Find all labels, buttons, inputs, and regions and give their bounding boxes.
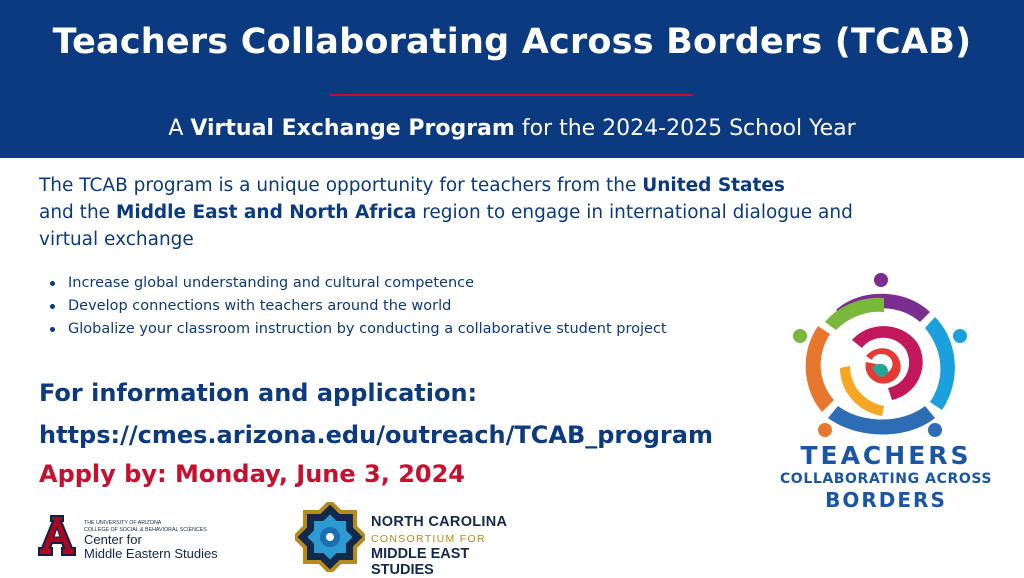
intro-paragraph (39, 172, 859, 253)
tcab-word-2: COLLABORATING ACROSS (779, 471, 993, 487)
info-url-link[interactable]: https://cmes.arizona.edu/outreach/TCAB_program (39, 421, 713, 449)
info-block (39, 372, 713, 456)
tcab-word-3: BORDERS (825, 488, 947, 512)
intro-bold-1: United States (642, 175, 785, 196)
nc-line-3: MIDDLE EAST STUDIES (371, 546, 470, 578)
university-of-arizona-logo (38, 514, 298, 564)
list-item: Globalize your classroom instruction by conducting a collaborative student project (40, 318, 667, 341)
subtitle-suffix: for the 2024-2025 School Year (514, 116, 856, 141)
page-title: Teachers Collaborating Across Borders (TCAB) (52, 22, 972, 62)
people-circle-icon (780, 270, 992, 445)
ua-line-4: Middle Eastern Studies (84, 546, 218, 561)
list-item: Develop connections with teachers around the world (40, 295, 667, 318)
ua-line-2: COLLEGE OF SOCIAL & BEHAVIORAL SCIENCES (84, 527, 207, 533)
title-divider (330, 94, 693, 96)
arizona-a-icon (38, 514, 76, 558)
tcab-word-1: TEACHERS (800, 441, 972, 470)
list-item: Increase global understanding and cultural competence (40, 272, 667, 295)
tcab-logo (780, 270, 992, 520)
header-banner (0, 0, 1024, 158)
apply-deadline: Apply by: Monday, June 3, 2024 (39, 460, 465, 488)
info-label: For information and application: (39, 379, 478, 407)
intro-text-1: The TCAB program is a unique opportunity for teachers from the (39, 175, 643, 196)
page-subtitle (0, 116, 1024, 141)
ua-line-1: THE UNIVERSITY OF ARIZONA (84, 520, 162, 526)
intro-text-3: region to engage in international dialogue and virtual exchange (39, 202, 853, 250)
intro-bold-2: Middle East and North Africa (115, 202, 417, 223)
subtitle-bold: Virtual Exchange Program (190, 116, 515, 141)
nc-consortium-logo (295, 502, 535, 576)
ua-line-3: Center for (84, 532, 142, 547)
nc-line-1: NORTH CAROLINA (371, 514, 508, 530)
benefits-list (40, 272, 667, 341)
star-emblem-icon (295, 502, 365, 572)
intro-text-2: and the (39, 202, 116, 223)
subtitle-prefix: A (168, 116, 191, 141)
ua-center-name (84, 533, 218, 561)
nc-line-2: CONSORTIUM FOR (371, 533, 486, 545)
